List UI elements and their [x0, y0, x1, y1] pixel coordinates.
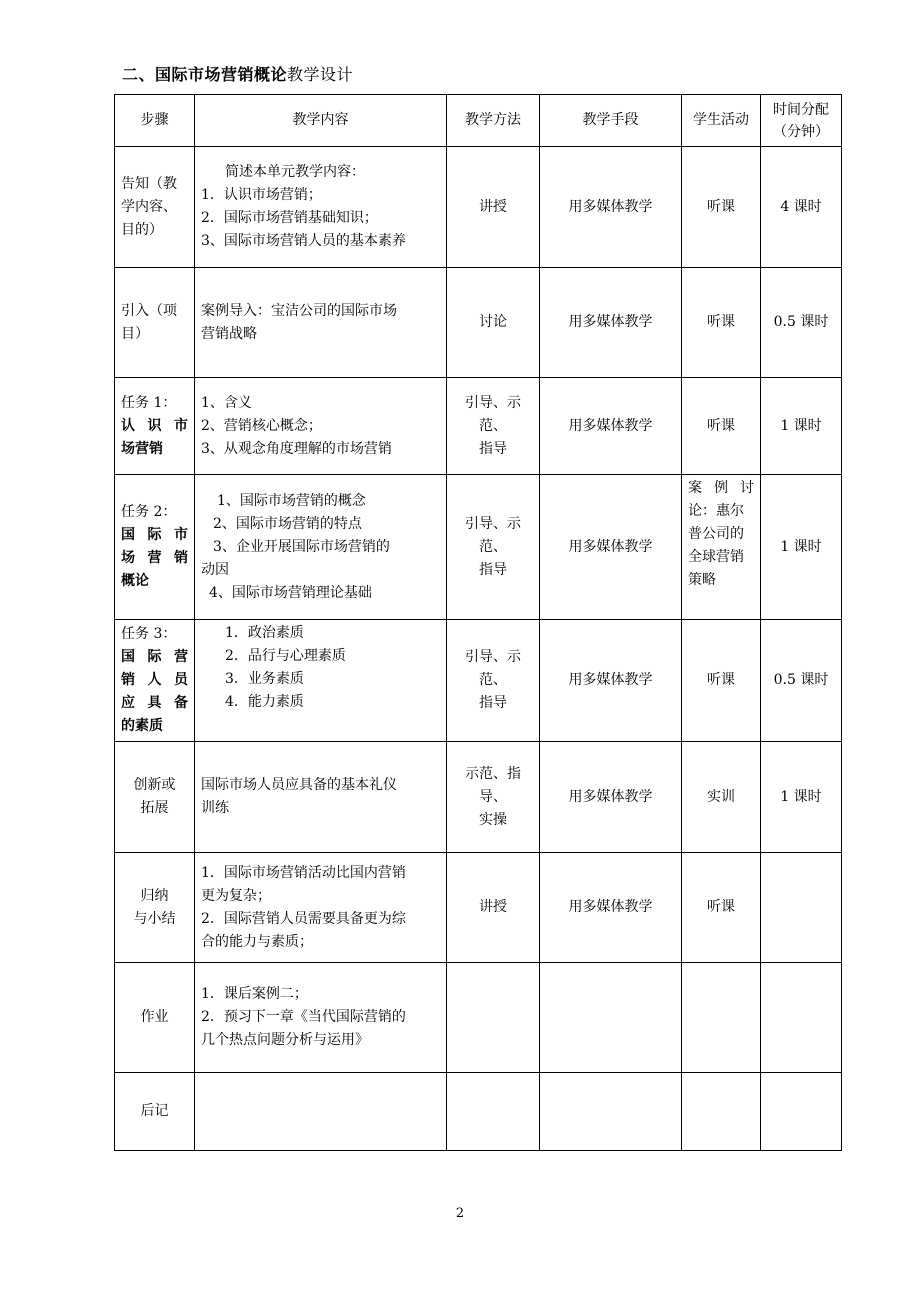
method-cell: 讨论: [447, 268, 540, 378]
header-method: 教学方法: [447, 95, 540, 147]
method-cell: 示范、指导、 实操: [447, 742, 540, 853]
content-cell: 1．国际市场营销活动比国内营销 更为复杂； 2．国际营销人员需要具备更为综 合的能力与素质；: [195, 853, 447, 963]
method-cell: 讲授: [447, 147, 540, 268]
means-cell: 用多媒体教学: [540, 378, 682, 475]
method-cell: 引导、示范、 指导: [447, 475, 540, 620]
table-row: [115, 378, 842, 475]
time-cell: 0.5 课时: [761, 620, 842, 742]
time-cell: [761, 963, 842, 1073]
header-content: 教学内容: [195, 95, 447, 147]
method-cell: [447, 963, 540, 1073]
means-cell: 用多媒体教学: [540, 742, 682, 853]
activity-cell: 听课: [682, 378, 761, 475]
table-row: [115, 268, 842, 378]
means-cell: 用多媒体教学: [540, 853, 682, 963]
means-cell: [540, 1073, 682, 1151]
content-cell: [195, 1073, 447, 1151]
activity-cell: 听课: [682, 853, 761, 963]
time-cell: 1 课时: [761, 742, 842, 853]
time-cell: 0.5 课时: [761, 268, 842, 378]
step-cell: 任务 2： 国际市 场营销 概论: [115, 475, 195, 620]
header-means: 教学手段: [540, 95, 682, 147]
table-row: [115, 147, 842, 268]
method-cell: 引导、示范、 指导: [447, 620, 540, 742]
activity-cell: 听课: [682, 147, 761, 268]
time-cell: 1 课时: [761, 475, 842, 620]
content-cell: 国际市场人员应具备的基本礼仪 训练: [195, 742, 447, 853]
step-cell: 引入（项 目）: [115, 268, 195, 378]
table-row: [115, 1073, 842, 1151]
content-cell: 案例导入：宝洁公司的国际市场 营销战略: [195, 268, 447, 378]
activity-cell: [682, 963, 761, 1073]
method-cell: 讲授: [447, 853, 540, 963]
step-cell: 创新或 拓展: [115, 742, 195, 853]
activity-cell: 听课: [682, 268, 761, 378]
section-heading: [122, 62, 353, 85]
means-cell: 用多媒体教学: [540, 620, 682, 742]
content-cell: 1、国际市场营销的概念 2、国际市场营销的特点 3、企业开展国际市场营销的 动因 4、国际市场营销理论基础: [195, 475, 447, 620]
activity-cell: [682, 1073, 761, 1151]
table-row: [115, 963, 842, 1073]
step-cell: 告知（教 学内容、 目的）: [115, 147, 195, 268]
content-cell: 1、含义 2、营销核心概念； 3、从观念角度理解的市场营销: [195, 378, 447, 475]
table-header-row: [115, 95, 842, 147]
means-cell: 用多媒体教学: [540, 475, 682, 620]
section-heading-bold: 二、国际市场营销概论: [122, 65, 288, 84]
table-row: [115, 742, 842, 853]
table-row: [115, 853, 842, 963]
means-cell: [540, 963, 682, 1073]
activity-cell: 案例讨 论：惠尔 普公司的 全球营销 策略: [682, 475, 761, 620]
header-time: 时间分配（分钟）: [761, 95, 842, 147]
lesson-design-table: [114, 94, 842, 1151]
header-activity: 学生活动: [682, 95, 761, 147]
activity-cell: 听课: [682, 620, 761, 742]
time-cell: 1 课时: [761, 378, 842, 475]
content-cell: 简述本单元教学内容： 1．认识市场营销； 2．国际市场营销基础知识； 3、国际市场营销人员的基本素养: [195, 147, 447, 268]
time-cell: [761, 1073, 842, 1151]
method-cell: 引导、示范、 指导: [447, 378, 540, 475]
content-cell: 1．政治素质 2．品行与心理素质 3．业务素质 4．能力素质: [195, 620, 447, 742]
section-heading-normal: 教学设计: [287, 65, 354, 84]
table-row: [115, 475, 842, 620]
means-cell: 用多媒体教学: [540, 147, 682, 268]
activity-cell: 实训: [682, 742, 761, 853]
step-cell: 任务 3： 国际营 销人员 应具备 的素质: [115, 620, 195, 742]
time-cell: 4 课时: [761, 147, 842, 268]
table-row: [115, 620, 842, 742]
step-cell: 归纳 与小结: [115, 853, 195, 963]
step-cell: 任务 1： 认识市 场营销: [115, 378, 195, 475]
content-cell: 1．课后案例二； 2．预习下一章《当代国际营销的 几个热点问题分析与运用》: [195, 963, 447, 1073]
method-cell: [447, 1073, 540, 1151]
page-number: 2: [455, 1206, 465, 1221]
means-cell: 用多媒体教学: [540, 268, 682, 378]
step-cell: 作业: [115, 963, 195, 1073]
step-cell: 后记: [115, 1073, 195, 1151]
header-step: 步骤: [115, 95, 195, 147]
time-cell: [761, 853, 842, 963]
